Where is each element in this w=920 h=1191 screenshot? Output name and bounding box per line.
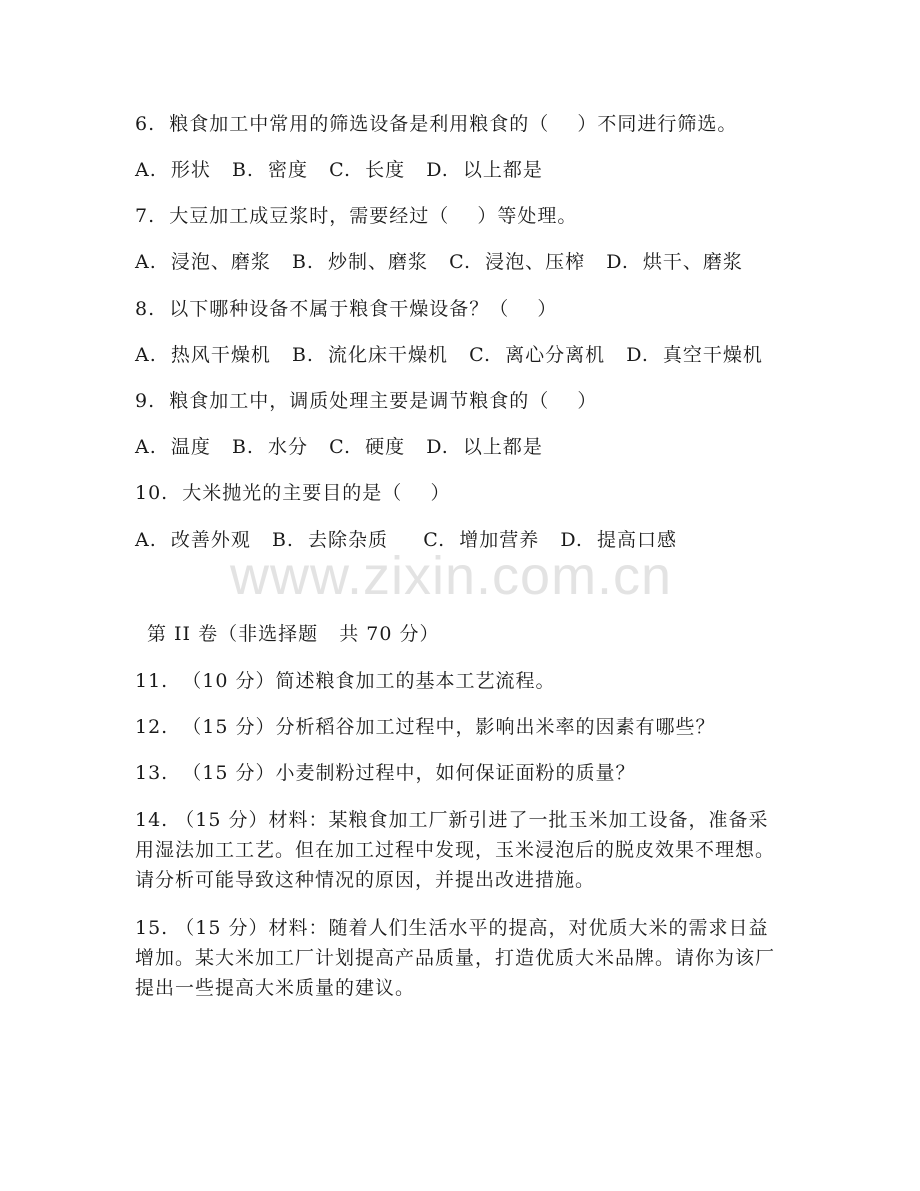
- question-10-stem: 10. 大米抛光的主要目的是（ ）: [135, 482, 451, 504]
- watermark: www.zixin.com.cn: [230, 546, 673, 606]
- question-7-options: A. 浸泡、磨浆 B. 炒制、磨浆 C. 浸泡、压榨 D. 烘干、磨浆: [135, 251, 743, 273]
- question-6-stem: 6. 粮食加工中常用的筛选设备是利用粮食的（ ）不同进行筛选。: [135, 113, 738, 135]
- question-7-stem: 7. 大豆加工成豆浆时，需要经过（ ）等处理。: [135, 205, 578, 227]
- essay-question-15: 15. （15 分）材料：随着人们生活水平的提高，对优质大米的需求日益增加。某大米加工厂计划提高产品质量，打造优质大米品牌。请你为该厂提出一些提高大米质量的建议。: [135, 917, 776, 999]
- question-8-options: A. 热风干燥机 B. 流化床干燥机 C. 离心分离机 D. 真空干燥机: [135, 344, 763, 366]
- essay-question-12: 12. （15 分）分析稻谷加工过程中，影响出米率的因素有哪些？: [135, 716, 716, 738]
- question-6-options: A. 形状 B. 密度 C. 长度 D. 以上都是: [135, 159, 543, 181]
- question-9-stem: 9. 粮食加工中，调质处理主要是调节粮食的（ ）: [135, 390, 598, 412]
- question-8-stem: 8. 以下哪种设备不属于粮食干燥设备？（ ）: [135, 298, 558, 320]
- section-title: 第 II 卷（非选择题 共 70 分）: [147, 623, 440, 645]
- essay-question-14: 14. （15 分）材料：某粮食加工厂新引进了一批玉米加工设备，准备采用湿法加工工艺。但在加工过程中发现，玉米浸泡后的脱皮效果不理想。请分析可能导致这种情况的原因，并提出改进措施。: [135, 809, 776, 891]
- essay-question-11: 11. （10 分）简述粮食加工的基本工艺流程。: [135, 670, 556, 692]
- question-10-options: A. 改善外观 B. 去除杂质 C. 增加营养 D. 提高口感: [135, 529, 678, 551]
- question-9-options: A. 温度 B. 水分 C. 硬度 D. 以上都是: [135, 436, 543, 458]
- essay-question-13: 13. （15 分）小麦制粉过程中，如何保证面粉的质量？: [135, 762, 636, 784]
